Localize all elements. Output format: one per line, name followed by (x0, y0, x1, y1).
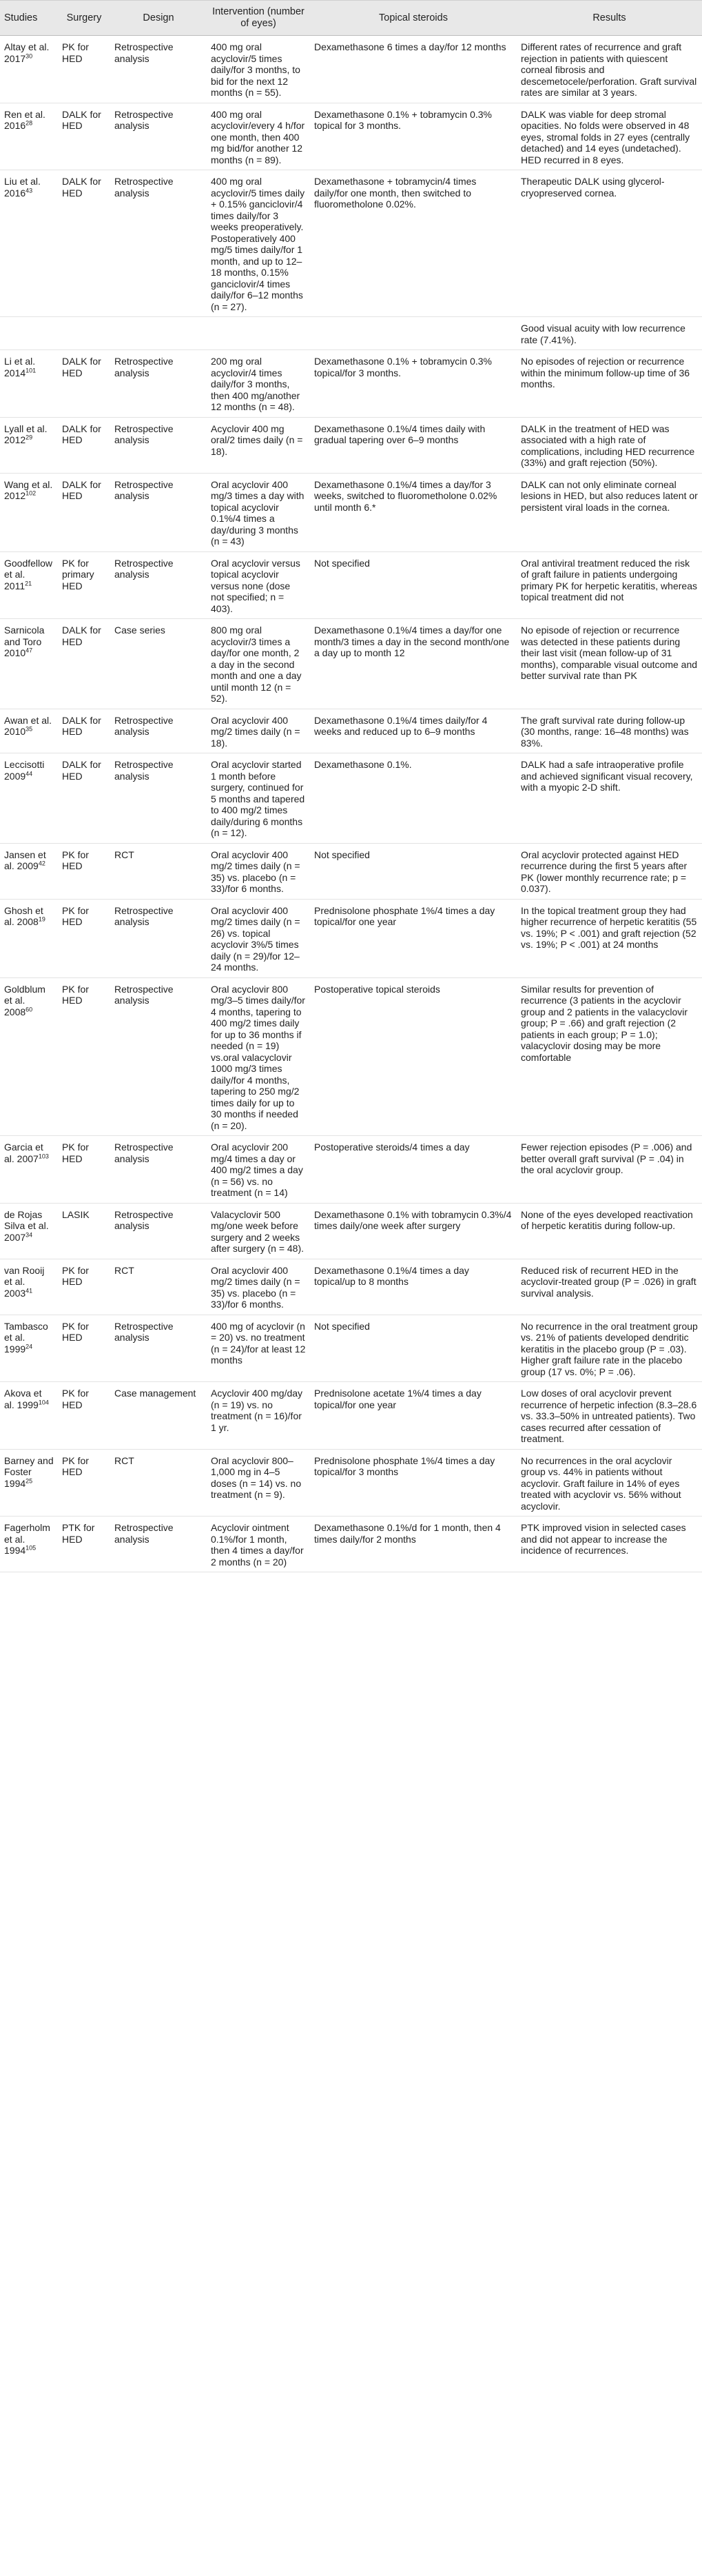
design-cell-text: Retrospective analysis (114, 1208, 174, 1231)
results-cell-text: Different rates of recurrence and graft rejection in patients with quiescent corneal fibrosis and descemetocele/perforation. Graft survival rates are similar at 3 years. (521, 41, 697, 98)
design-cell-text: Retrospective analysis (114, 557, 174, 580)
study-cell (0, 753, 58, 844)
design-cell-text: RCT (114, 849, 134, 860)
intervention-cell-text: Oral acyclovir started 1 month before surgery, continued for 5 months and tapered to 400 mg/2 times daily/during 6 months (n = 12). (211, 759, 305, 838)
study-cell (0, 417, 58, 473)
study-cell (0, 1449, 58, 1517)
table-row (0, 1315, 702, 1382)
study-cell (0, 103, 58, 170)
results-cell (517, 417, 702, 473)
topical-steroids-cell (310, 753, 517, 844)
results-cell-text: No episodes of rejection or recurrence within the minimum follow-up time of 36 months. (521, 356, 690, 389)
study-cell (0, 36, 58, 103)
surgery-cell (58, 1449, 110, 1517)
table-row (0, 977, 702, 1136)
study-cell (0, 1315, 58, 1382)
results-cell-text: Fewer rejection episodes (P = .006) and better overall graft survival (P = .04) in the oral acyclovir group. (521, 1142, 692, 1175)
intervention-cell (207, 1449, 310, 1517)
results-cell-text: Reduced risk of recurrent HED in the acyclovir-treated group (P = .026) in graft survival analysis. (521, 1264, 696, 1299)
design-cell-text: Retrospective analysis (114, 176, 174, 199)
intervention-cell (207, 317, 310, 350)
topical-steroids-cell-text: Dexamethasone 0.1%. (314, 759, 412, 770)
topical-steroids-cell (310, 1517, 517, 1572)
intervention-cell-text: Oral acyclovir 200 mg/4 times a day or 400 mg/2 times a day (n = 56) vs. no treatment (n = 14) (211, 1142, 303, 1198)
design-cell (110, 317, 207, 350)
header-intervention: Intervention (number of eyes) (207, 1, 310, 36)
design-cell (110, 899, 207, 977)
design-cell-text: Retrospective analysis (114, 714, 174, 737)
reference-number: 101 (25, 366, 37, 374)
results-cell (517, 103, 702, 170)
study-cell (0, 1136, 58, 1204)
results-cell-text: DALK in the treatment of HED was associated with a high rate of complications, including HED recurrence (33%) and graft rejection (50%). (521, 423, 695, 468)
reference-number: 28 (25, 119, 33, 127)
surgery-cell-text: PK for HED (62, 1264, 89, 1287)
surgery-cell-text: PK for HED (62, 1320, 89, 1343)
study-cell-text: Goldblum et al. 2008 (4, 983, 45, 1017)
reference-number: 41 (25, 1286, 33, 1294)
intervention-cell-text: 400 mg oral acyclovir/5 times daily/for 3 months, to bid for the next 12 months (n = 55). (211, 41, 300, 98)
surgery-cell-text: DALK for HED (62, 423, 101, 445)
header-studies: Studies (0, 1, 58, 36)
design-cell (110, 1449, 207, 1517)
reference-number: 60 (25, 1005, 33, 1013)
topical-steroids-cell-text: Prednisolone phosphate 1%/4 times a day topical/for 3 months (314, 1454, 495, 1477)
design-cell (110, 1382, 207, 1450)
table-row (0, 1259, 702, 1315)
study-cell (0, 1259, 58, 1315)
topical-steroids-cell (310, 899, 517, 977)
surgery-cell (58, 619, 110, 709)
results-cell-text: DALK can not only eliminate corneal lesions in HED, but also reduces latent or persistent viral loads in the cornea. (521, 478, 698, 513)
surgery-cell-text: DALK for HED (62, 356, 101, 378)
topical-steroids-cell-text: Dexamethasone 0.1% with tobramycin 0.3%/4 times daily/one week after surgery (314, 1208, 512, 1231)
intervention-cell (207, 170, 310, 317)
surgery-cell (58, 1315, 110, 1382)
results-cell-text: None of the eyes developed reactivation of herpetic keratitis during follow-up. (521, 1208, 693, 1231)
results-cell-text: No recurrence in the oral treatment group vs. 21% of patients developed dendritic keratitis in the placebo group (P = .03). Higher graft failure rate in the placebo group (17 vs. 0%; P = .06). (521, 1320, 698, 1377)
reference-number: 103 (38, 1152, 49, 1159)
table-row (0, 350, 702, 418)
results-cell-text: Therapeutic DALK using glycerol-cryopreserved cornea. (521, 176, 665, 199)
study-cell-text: Barney and Foster 1994 (4, 1454, 54, 1489)
surgery-cell-text: DALK for HED (62, 759, 101, 782)
table-row (0, 1382, 702, 1450)
design-cell-text: Retrospective analysis (114, 904, 174, 927)
intervention-cell-text: Oral acyclovir 800–1,000 mg in 4–5 doses (n = 14) vs. no treatment (n = 9). (211, 1454, 302, 1500)
reference-number: 19 (38, 915, 45, 923)
reference-number: 35 (25, 725, 33, 733)
intervention-cell (207, 1517, 310, 1572)
reference-number: 24 (25, 1342, 33, 1350)
surgery-cell (58, 473, 110, 551)
results-cell (517, 977, 702, 1136)
intervention-cell-text: Oral acyclovir versus topical acyclovir versus none (dose not specified; n = 403). (211, 557, 300, 614)
topical-steroids-cell (310, 709, 517, 753)
table-row (0, 551, 702, 619)
study-cell-text: Leccisotti 2009 (4, 759, 45, 782)
topical-steroids-cell-text: Dexamethasone 0.1%/4 times a day topical/up to 8 months (314, 1264, 469, 1287)
design-cell-text: Case management (114, 1388, 196, 1399)
design-cell (110, 473, 207, 551)
results-cell-text: DALK was viable for deep stromal opacities. No folds were observed in 48 eyes, stromal folds in 27 eyes (centrally detached) and 14 eyes (undetached). HED recurred in 8 eyes. (521, 108, 690, 165)
intervention-cell (207, 843, 310, 899)
design-cell (110, 709, 207, 753)
study-cell-text: Akova et al. 1999 (4, 1388, 42, 1410)
topical-steroids-cell (310, 417, 517, 473)
study-cell (0, 1517, 58, 1572)
results-cell-text: Good visual acuity with low recurrence rate (7.41%). (521, 323, 685, 345)
topical-steroids-cell-text: Dexamethasone 0.1%/4 times daily/for 4 weeks and reduced up to 6–9 months (314, 714, 488, 737)
results-cell (517, 1136, 702, 1204)
intervention-cell (207, 753, 310, 844)
results-cell (517, 709, 702, 753)
study-cell-text: Sarnicola and Toro 2010 (4, 625, 45, 658)
surgery-cell (58, 317, 110, 350)
results-cell (517, 1382, 702, 1450)
results-cell-text: Low doses of oral acyclovir prevent recurrence of herpetic infection (8.3–28.6 vs. 33.3–50% in untreated patients). Two cases recurred after cessation of treatment. (521, 1388, 697, 1444)
design-cell (110, 36, 207, 103)
topical-steroids-cell (310, 1315, 517, 1382)
reference-number: 104 (38, 1398, 49, 1406)
design-cell-text: Retrospective analysis (114, 1142, 174, 1164)
study-cell (0, 551, 58, 619)
table-row (0, 170, 702, 317)
study-cell-text: Garcia et al. 2007 (4, 1142, 43, 1164)
results-cell (517, 36, 702, 103)
topical-steroids-cell (310, 1136, 517, 1204)
table-body (0, 36, 702, 1572)
intervention-cell (207, 473, 310, 551)
intervention-cell-text: Valacyclovir 500 mg/one week before surgery and 2 weeks after surgery (n = 48). (211, 1208, 304, 1254)
topical-steroids-cell-text: Dexamethasone 0.1% + tobramycin 0.3% topical/for 3 months. (314, 356, 492, 378)
intervention-cell (207, 1315, 310, 1382)
study-cell-text: Lyall et al. 2012 (4, 423, 48, 445)
study-cell-text: Jansen et al. 2009 (4, 849, 46, 871)
topical-steroids-cell-text: Dexamethasone 0.1%/d for 1 month, then 4 times daily/for 2 months (314, 1522, 501, 1545)
reference-number: 102 (25, 489, 37, 497)
topical-steroids-cell (310, 1382, 517, 1450)
results-cell-text: No episode of rejection or recurrence was detected in these patients during their last visit (mean follow-up of 31 months), comparable visual outcome and better survival rate than PK (521, 625, 698, 681)
study-cell (0, 709, 58, 753)
design-cell-text: Retrospective analysis (114, 108, 174, 131)
results-cell-text: The graft survival rate during follow-up (30 months, range: 16–48 months) was 83%. (521, 714, 689, 749)
surgery-cell-text: PK for HED (62, 983, 89, 1006)
study-cell-text: Fagerholm et al. 1994 (4, 1522, 50, 1556)
surgery-cell-text: PK for HED (62, 904, 89, 927)
surgery-cell-text: DALK for HED (62, 108, 101, 131)
surgery-cell-text: DALK for HED (62, 714, 101, 737)
header-design: Design (110, 1, 207, 36)
reference-number: 34 (25, 1230, 33, 1238)
intervention-cell (207, 709, 310, 753)
intervention-cell-text: Oral acyclovir 400 mg/3 times a day with topical acyclovir 0.1%/4 times a day/during 3 months (n = 43) (211, 478, 304, 547)
surgery-cell-text: PK for HED (62, 41, 89, 64)
design-cell (110, 1517, 207, 1572)
results-cell (517, 1449, 702, 1517)
surgery-cell-text: DALK for HED (62, 478, 101, 501)
design-cell (110, 843, 207, 899)
table-row (0, 36, 702, 103)
results-cell-text: No recurrences in the oral acyclovir group vs. 44% in patients without acyclovir. Graft failure in 14% of eyes treated with acyclovir vs. 56% without acyclovir. (521, 1454, 681, 1512)
study-cell-text: Liu et al. 2016 (4, 176, 41, 199)
design-cell (110, 753, 207, 844)
intervention-cell (207, 350, 310, 418)
study-cell-text: van Rooij et al. 2003 (4, 1264, 45, 1299)
design-cell (110, 551, 207, 619)
intervention-cell-text: 400 mg of acyclovir (n = 20) vs. no treatment (n = 24)/for at least 12 months (211, 1320, 306, 1366)
intervention-cell (207, 977, 310, 1136)
table-header (0, 1, 702, 36)
surgery-cell (58, 417, 110, 473)
topical-steroids-cell-text: Dexamethasone 0.1%/4 times a day/for one month/3 times a day in the second month/one a day up to month 12 (314, 625, 510, 658)
intervention-cell (207, 1203, 310, 1259)
reference-number: 21 (25, 579, 32, 587)
surgery-cell (58, 350, 110, 418)
surgery-cell-text: PK for HED (62, 1142, 89, 1164)
intervention-cell-text: 800 mg oral acyclovir/3 times a day/for one month, 2 a day in the second month and one a day until month 12 (n = 52). (211, 625, 302, 704)
study-cell-text: Ghosh et al. 2008 (4, 904, 43, 927)
design-cell (110, 1203, 207, 1259)
study-cell (0, 1382, 58, 1450)
header-results: Results (517, 1, 702, 36)
topical-steroids-cell (310, 843, 517, 899)
results-cell-text: Oral antiviral treatment reduced the risk of graft failure in patients undergoing primary PK for herpetic keratitis, whereas topical treatment did not (521, 557, 697, 602)
reference-number: 43 (25, 186, 33, 194)
intervention-cell-text: 400 mg oral acyclovir/every 4 h/for one month, then 400 mg bid/for another 12 months (n = 89). (211, 108, 305, 165)
intervention-cell (207, 103, 310, 170)
table-row (0, 103, 702, 170)
topical-steroids-cell-text: Dexamethasone 6 times a day/for 12 months (314, 41, 506, 52)
study-cell-text: Wang et al. 2012 (4, 478, 53, 501)
topical-steroids-cell (310, 170, 517, 317)
results-cell-text: DALK had a safe intraoperative profile and achieved significant visual recovery, with a myopic 2-D shift. (521, 759, 693, 793)
intervention-cell-text: Acyclovir ointment 0.1%/for 1 month, then 4 times a day/for 2 months (n = 20) (211, 1522, 304, 1568)
topical-steroids-cell-text: Dexamethasone 0.1%/4 times daily with gradual tapering over 6–9 months (314, 423, 486, 445)
study-cell-text: Awan et al. 2010 (4, 714, 52, 737)
surgery-cell (58, 103, 110, 170)
table-row (0, 619, 702, 709)
surgery-cell-text: DALK for HED (62, 625, 101, 647)
intervention-cell (207, 36, 310, 103)
results-cell (517, 1203, 702, 1259)
design-cell-text: Retrospective analysis (114, 983, 174, 1006)
surgery-cell (58, 1259, 110, 1315)
study-cell-text: Tambasco et al. 1999 (4, 1320, 48, 1355)
design-cell-text: Retrospective analysis (114, 41, 174, 64)
design-cell (110, 170, 207, 317)
design-cell (110, 350, 207, 418)
topical-steroids-cell-text: Postoperative topical steroids (314, 983, 440, 995)
topical-steroids-cell (310, 977, 517, 1136)
surgery-cell (58, 753, 110, 844)
topical-steroids-cell (310, 350, 517, 418)
study-cell-text: Goodfellow et al. 2011 (4, 557, 53, 591)
surgery-cell (58, 1517, 110, 1572)
reference-number: 47 (25, 647, 33, 654)
header-surgery: Surgery (58, 1, 110, 36)
study-cell (0, 843, 58, 899)
table-row (0, 1449, 702, 1517)
study-cell (0, 899, 58, 977)
topical-steroids-cell-text: Prednisolone phosphate 1%/4 times a day topical/for one year (314, 904, 495, 927)
design-cell (110, 977, 207, 1136)
results-cell (517, 170, 702, 317)
intervention-cell (207, 1382, 310, 1450)
intervention-cell (207, 899, 310, 977)
surgery-cell (58, 1382, 110, 1450)
intervention-cell-text: Oral acyclovir 800 mg/3–5 times daily/for 4 months, tapering to 400 mg/2 times daily for up to 36 months if needed (n = 19) vs.oral valacyclovir 1000 mg/3 times daily/for 4 months, tapering to 250 mg/2 times daily for up to 30 months if needed (n = 20). (211, 983, 305, 1131)
study-cell-text: de Rojas Silva et al. 2007 (4, 1208, 49, 1243)
topical-steroids-cell-text: Not specified (314, 557, 370, 569)
study-cell (0, 1203, 58, 1259)
design-cell (110, 103, 207, 170)
study-cell (0, 317, 58, 350)
surgery-cell-text: PK for primary HED (62, 557, 94, 591)
table-row (0, 899, 702, 977)
study-cell (0, 977, 58, 1136)
results-cell-text: Similar results for prevention of recurrence (3 patients in the acyclovir group and 2 patients in the valacyclovir group; P = .66) and graft rejection (2 patients in each group; P = 1.0); valacyclovir dosing may be more comfortable (521, 983, 688, 1063)
design-cell-text: Retrospective analysis (114, 423, 174, 445)
topical-steroids-cell-text: Prednisolone acetate 1%/4 times a day topical/for one year (314, 1388, 482, 1410)
table-row (0, 417, 702, 473)
intervention-cell (207, 417, 310, 473)
topical-steroids-cell-text: Dexamethasone + tobramycin/4 times daily/for one month, then switched to fluorometholone 0.02%. (314, 176, 477, 210)
intervention-cell-text: Oral acyclovir 400 mg/2 times daily (n = 35) vs. placebo (n = 33)/for 6 months. (211, 849, 300, 894)
design-cell-text: Retrospective analysis (114, 1320, 174, 1343)
table-row (0, 473, 702, 551)
surgery-cell-text: DALK for HED (62, 176, 101, 199)
results-cell (517, 619, 702, 709)
reference-number: 105 (25, 1544, 37, 1552)
study-cell-text: Altay et al. 2017 (4, 41, 50, 64)
topical-steroids-cell (310, 36, 517, 103)
results-cell (517, 1315, 702, 1382)
results-cell-text: PTK improved vision in selected cases and did not appear to increase the incidence of recurrences. (521, 1522, 686, 1556)
topical-steroids-cell-text: Dexamethasone 0.1%/4 times a day/for 3 weeks, switched to fluorometholone 0.02% until month 6.* (314, 478, 497, 513)
design-cell-text: Retrospective analysis (114, 1522, 174, 1545)
topical-steroids-cell (310, 619, 517, 709)
topical-steroids-cell (310, 1259, 517, 1315)
table-row (0, 843, 702, 899)
surgery-cell-text: PTK for HED (62, 1522, 95, 1545)
design-cell-text: Retrospective analysis (114, 478, 174, 501)
topical-steroids-cell (310, 1449, 517, 1517)
topical-steroids-cell (310, 103, 517, 170)
surgery-cell-text: PK for HED (62, 1388, 89, 1410)
results-cell (517, 317, 702, 350)
table-row (0, 753, 702, 844)
table-row (0, 1517, 702, 1572)
results-cell-text: Oral acyclovir protected against HED recurrence during the first 5 years after PK (lower monthly recurrence rate; p = 0.037). (521, 849, 688, 894)
design-cell-text: RCT (114, 1264, 134, 1276)
surgery-cell (58, 1203, 110, 1259)
design-cell (110, 417, 207, 473)
design-cell-text: Retrospective analysis (114, 356, 174, 378)
table-row (0, 317, 702, 350)
topical-steroids-cell-text: Postoperative steroids/4 times a day (314, 1142, 470, 1153)
study-cell (0, 473, 58, 551)
table-row (0, 709, 702, 753)
intervention-cell (207, 1259, 310, 1315)
intervention-cell (207, 1136, 310, 1204)
study-cell-text: Ren et al. 2016 (4, 108, 45, 131)
intervention-cell-text: Oral acyclovir 400 mg/2 times daily (n = 26) vs. topical acyclovir 3%/5 times daily (n = 29)/for 12–24 months. (211, 904, 300, 973)
design-cell (110, 1315, 207, 1382)
topical-steroids-cell (310, 473, 517, 551)
intervention-cell (207, 551, 310, 619)
results-cell-text: In the topical treatment group they had higher recurrence of herpetic keratitis (55 vs. 19%; P < .001) and graft rejection (52 vs. 19%; P < .001) at 24 months (521, 904, 697, 950)
surgery-cell-text: PK for HED (62, 849, 89, 871)
study-cell (0, 170, 58, 317)
intervention-cell (207, 619, 310, 709)
intervention-cell-text: 400 mg oral acyclovir/5 times daily + 0.15% ganciclovir/4 times daily/for 3 weeks preoperatively. Postoperatively 400 mg/5 times daily/for 1 month, and up to 12–18 months, 0.15% ganciclovir/4 times daily/for 6–12 months (n = 27). (211, 176, 305, 312)
design-cell-text: RCT (114, 1454, 134, 1466)
study-cell-text: Li et al. 2014 (4, 356, 36, 378)
surgery-cell (58, 977, 110, 1136)
results-cell (517, 1259, 702, 1315)
surgery-cell (58, 843, 110, 899)
surgery-cell (58, 36, 110, 103)
study-cell (0, 619, 58, 709)
surgery-cell-text: PK for HED (62, 1454, 89, 1477)
reference-number: 42 (38, 860, 45, 867)
results-cell (517, 350, 702, 418)
topical-steroids-cell (310, 1203, 517, 1259)
reference-number: 29 (25, 434, 33, 441)
results-cell (517, 1517, 702, 1572)
topical-steroids-cell-text: Not specified (314, 849, 370, 860)
header-row (0, 1, 702, 36)
topical-steroids-cell (310, 317, 517, 350)
results-cell (517, 753, 702, 844)
topical-steroids-cell-text: Not specified (314, 1320, 370, 1332)
intervention-cell-text: Oral acyclovir 400 mg/2 times daily (n = 35) vs. placebo (n = 33)/for 6 months. (211, 1264, 300, 1310)
design-cell (110, 1136, 207, 1204)
reference-number: 25 (25, 1477, 33, 1484)
results-cell (517, 899, 702, 977)
intervention-cell-text: Acyclovir 400 mg/day (n = 19) vs. no treatment (n = 16)/for 1 yr. (211, 1388, 303, 1433)
results-cell (517, 473, 702, 551)
table-row (0, 1136, 702, 1204)
header-topical-steroids: Topical steroids (310, 1, 517, 36)
design-cell (110, 619, 207, 709)
intervention-cell-text: 200 mg oral acyclovir/4 times daily/for 3 months, then 400 mg/another 12 months (n = 48). (211, 356, 300, 412)
topical-steroids-cell-text: Dexamethasone 0.1% + tobramycin 0.3% topical for 3 months. (314, 108, 492, 131)
reference-number: 30 (25, 52, 33, 59)
results-cell (517, 843, 702, 899)
study-cell (0, 350, 58, 418)
reference-number: 44 (25, 769, 33, 777)
design-cell (110, 1259, 207, 1315)
surgery-cell (58, 709, 110, 753)
surgery-cell (58, 1136, 110, 1204)
topical-steroids-cell (310, 551, 517, 619)
surgery-cell (58, 551, 110, 619)
surgery-cell (58, 899, 110, 977)
design-cell-text: Case series (114, 625, 165, 636)
results-cell (517, 551, 702, 619)
intervention-cell-text: Oral acyclovir 400 mg/2 times daily (n = 18). (211, 714, 300, 749)
intervention-cell-text: Acyclovir 400 mg oral/2 times daily (n = 18). (211, 423, 303, 457)
surgery-cell (58, 170, 110, 317)
table-row (0, 1203, 702, 1259)
design-cell-text: Retrospective analysis (114, 759, 174, 782)
surgery-cell-text: LASIK (62, 1208, 90, 1220)
